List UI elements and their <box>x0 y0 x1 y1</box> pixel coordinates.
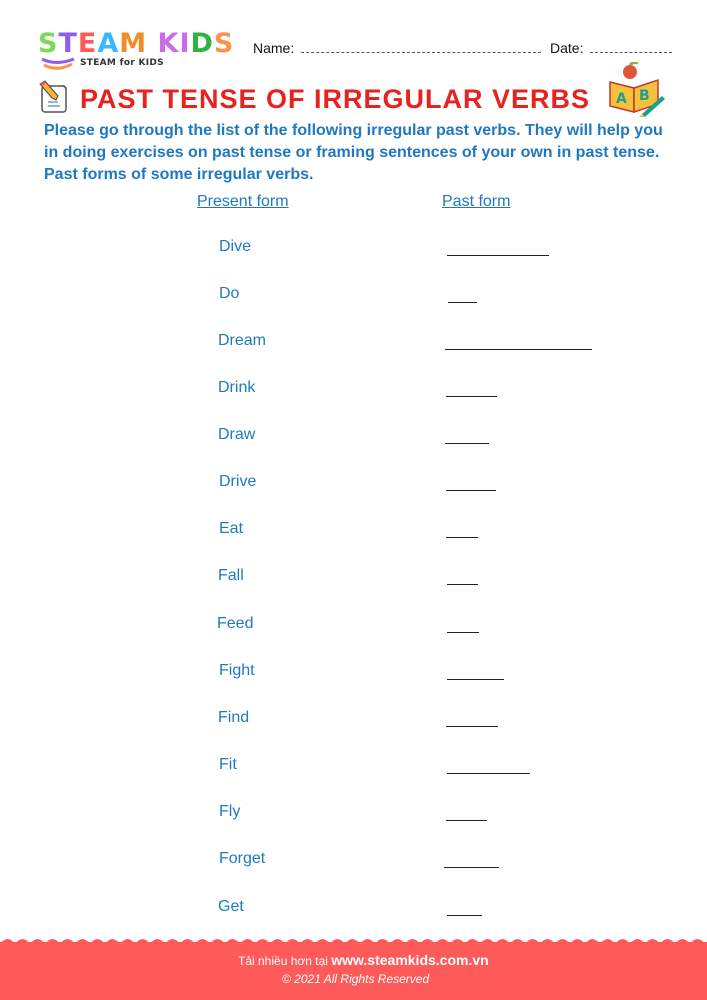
footer-prefix: Tải nhiều hơn tại <box>238 954 332 968</box>
present-form-verb: Find <box>218 709 250 726</box>
past-form-blank[interactable] <box>447 632 479 633</box>
past-form-blank[interactable] <box>446 726 498 727</box>
present-form-verb: Fall <box>218 567 244 584</box>
present-form-verb: Dive <box>219 238 252 255</box>
abc-book-icon <box>606 62 666 117</box>
past-form-blank[interactable] <box>446 396 497 397</box>
steam-kids-logo <box>38 30 238 74</box>
present-form-verb: Fly <box>219 803 241 820</box>
past-form-blank[interactable] <box>446 537 478 538</box>
logo-letter: S <box>213 28 235 59</box>
instructions-paragraph: Please go through the list of the following irregular past verbs. They will help you in doing exercises on past tense or framing sentences of your own in past tense. Past forms of some irregular verbs. <box>44 122 663 183</box>
logo-letter <box>147 28 157 59</box>
date-label: Date: <box>550 40 584 56</box>
present-form-verb: Get <box>218 898 244 915</box>
name-label: Name: <box>253 40 295 56</box>
past-form-blank[interactable] <box>447 773 530 774</box>
past-form-blank[interactable] <box>446 490 496 491</box>
footer <box>0 942 707 1000</box>
present-form-verb: Drink <box>218 379 256 396</box>
past-form-blank[interactable] <box>447 915 482 916</box>
logo-subtitle: STEAM for KIDS <box>80 58 164 68</box>
logo-wordmark <box>38 30 234 58</box>
logo-letter: K <box>157 28 180 59</box>
past-form-blank[interactable] <box>445 443 489 444</box>
past-form-blank[interactable] <box>446 820 487 821</box>
past-form-blank[interactable] <box>447 255 549 256</box>
past-form-blank[interactable] <box>444 867 499 868</box>
svg-text:B: B <box>639 88 650 104</box>
present-form-verb: Eat <box>219 520 244 537</box>
present-form-verb: Fit <box>219 756 237 773</box>
page-title: PAST TENSE OF IRREGULAR VERBS <box>80 84 591 114</box>
logo-letter: A <box>97 28 120 59</box>
past-form-blank[interactable] <box>448 302 477 303</box>
logo-letter: S <box>38 28 59 59</box>
present-form-header: Present form <box>197 193 289 210</box>
date-field[interactable] <box>590 52 672 53</box>
name-field[interactable] <box>301 52 541 53</box>
logo-letter: M <box>119 28 148 59</box>
svg-text:A: A <box>616 91 627 107</box>
logo-letter: E <box>77 28 98 59</box>
present-form-verb: Draw <box>218 426 256 443</box>
present-form-verb: Feed <box>217 615 254 632</box>
present-form-verb: Fight <box>219 662 255 679</box>
logo-letter: T <box>58 28 78 59</box>
past-form-header: Past form <box>442 193 511 210</box>
past-form-blank[interactable] <box>445 349 592 350</box>
footer-website-link[interactable]: www.steamkids.com.vn <box>331 952 489 968</box>
logo-smile-icon <box>40 56 76 72</box>
footer-download-text <box>238 952 489 968</box>
present-form-verb: Dream <box>218 332 267 349</box>
logo-letter: D <box>190 28 214 59</box>
present-form-verb: Drive <box>219 473 257 490</box>
logo-letter: I <box>179 28 191 59</box>
footer-copyright: © 2021 All Rights Reserved <box>282 972 430 986</box>
pencil-paper-icon <box>36 80 72 114</box>
past-form-blank[interactable] <box>447 679 504 680</box>
present-form-verb: Forget <box>219 850 266 867</box>
present-form-verb: Do <box>219 285 240 302</box>
past-form-blank[interactable] <box>447 584 478 585</box>
